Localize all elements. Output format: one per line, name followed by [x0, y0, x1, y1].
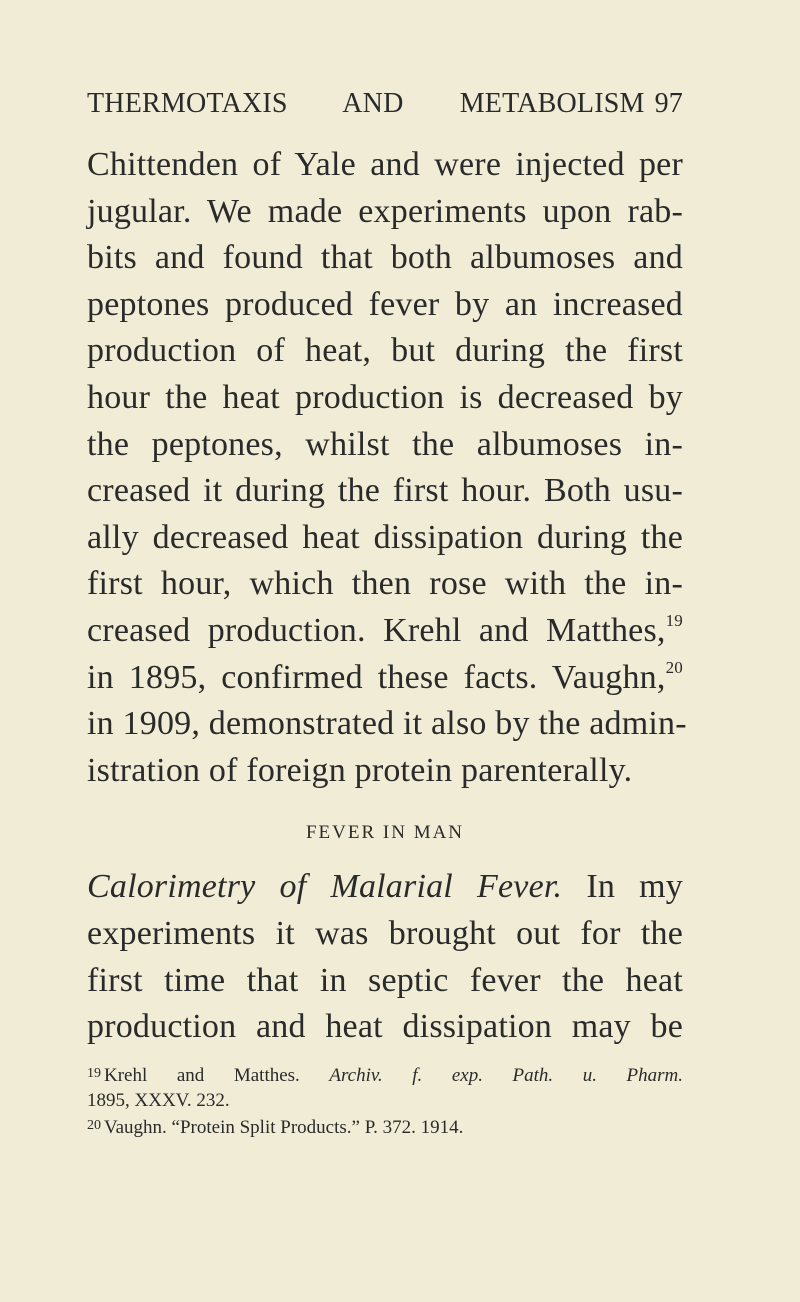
text-line: creased it during the first hour. Both usu-	[87, 472, 683, 510]
book-page	[87, 86, 687, 1140]
text-line	[87, 864, 683, 911]
text-line: Chittenden of Yale and were injected per	[87, 146, 683, 183]
text-segment: In my	[586, 868, 683, 906]
footnote-number: 19	[87, 1065, 101, 1081]
running-head	[87, 86, 683, 122]
paragraph-1	[87, 142, 687, 794]
text-line: in 1909, demonstrated it also by the admin-	[87, 705, 687, 743]
text-line: istration of foreign protein parenterally.	[87, 751, 633, 789]
text-segment: creased production. Krehl and Matthes,	[87, 611, 666, 649]
footnote-19	[87, 1061, 683, 1088]
text-line: hour the heat production is decreased by	[87, 378, 683, 416]
footnote-text: Krehl and Matthes.	[104, 1064, 300, 1086]
text-line: jugular. We made experiments upon rab-	[87, 192, 683, 230]
footnote-ref-19: 19	[665, 610, 683, 630]
text-segment: in 1895, confirmed these facts. Vaughn,	[87, 658, 666, 696]
section-heading: FEVER IN MAN	[305, 822, 465, 844]
footnote-number: 20	[87, 1117, 101, 1133]
footnote-ref-20: 20	[665, 657, 683, 677]
text-line: ally decreased heat dissipation during the	[87, 518, 683, 556]
paragraph-2	[87, 864, 683, 1050]
text-line: bits and found that both albumoses and	[87, 239, 683, 277]
text-line-with-ref	[87, 608, 683, 655]
text-line: the peptones, whilst the albumoses in-	[87, 425, 683, 463]
italic-lead: Calorimetry of Malarial Fever.	[87, 868, 563, 906]
footnote-journal: Archiv. f. exp. Path. u. Pharm.	[329, 1064, 684, 1086]
text-line: peptones produced fever by an increased	[87, 285, 683, 323]
footnotes	[87, 1061, 683, 1140]
footnote-20	[87, 1113, 683, 1140]
text-line: first hour, which then rose with the in-	[87, 565, 683, 603]
text-line: production and heat dissipation may be	[87, 1008, 683, 1046]
text-line: production of heat, but during the first	[87, 332, 683, 370]
footnote-text: Vaughn. “Protein Split Products.” P. 372. 1914.	[104, 1116, 464, 1138]
text-line: first time that in septic fever the heat	[87, 961, 683, 999]
page-number: 97	[654, 88, 683, 119]
footnote-19-cont: 1895, XXXV. 232.	[87, 1089, 230, 1111]
text-line-with-ref	[87, 655, 683, 702]
running-head-title: THERMOTAXIS AND METABOLISM	[87, 88, 645, 119]
text-line: experiments it was brought out for the	[87, 914, 683, 952]
